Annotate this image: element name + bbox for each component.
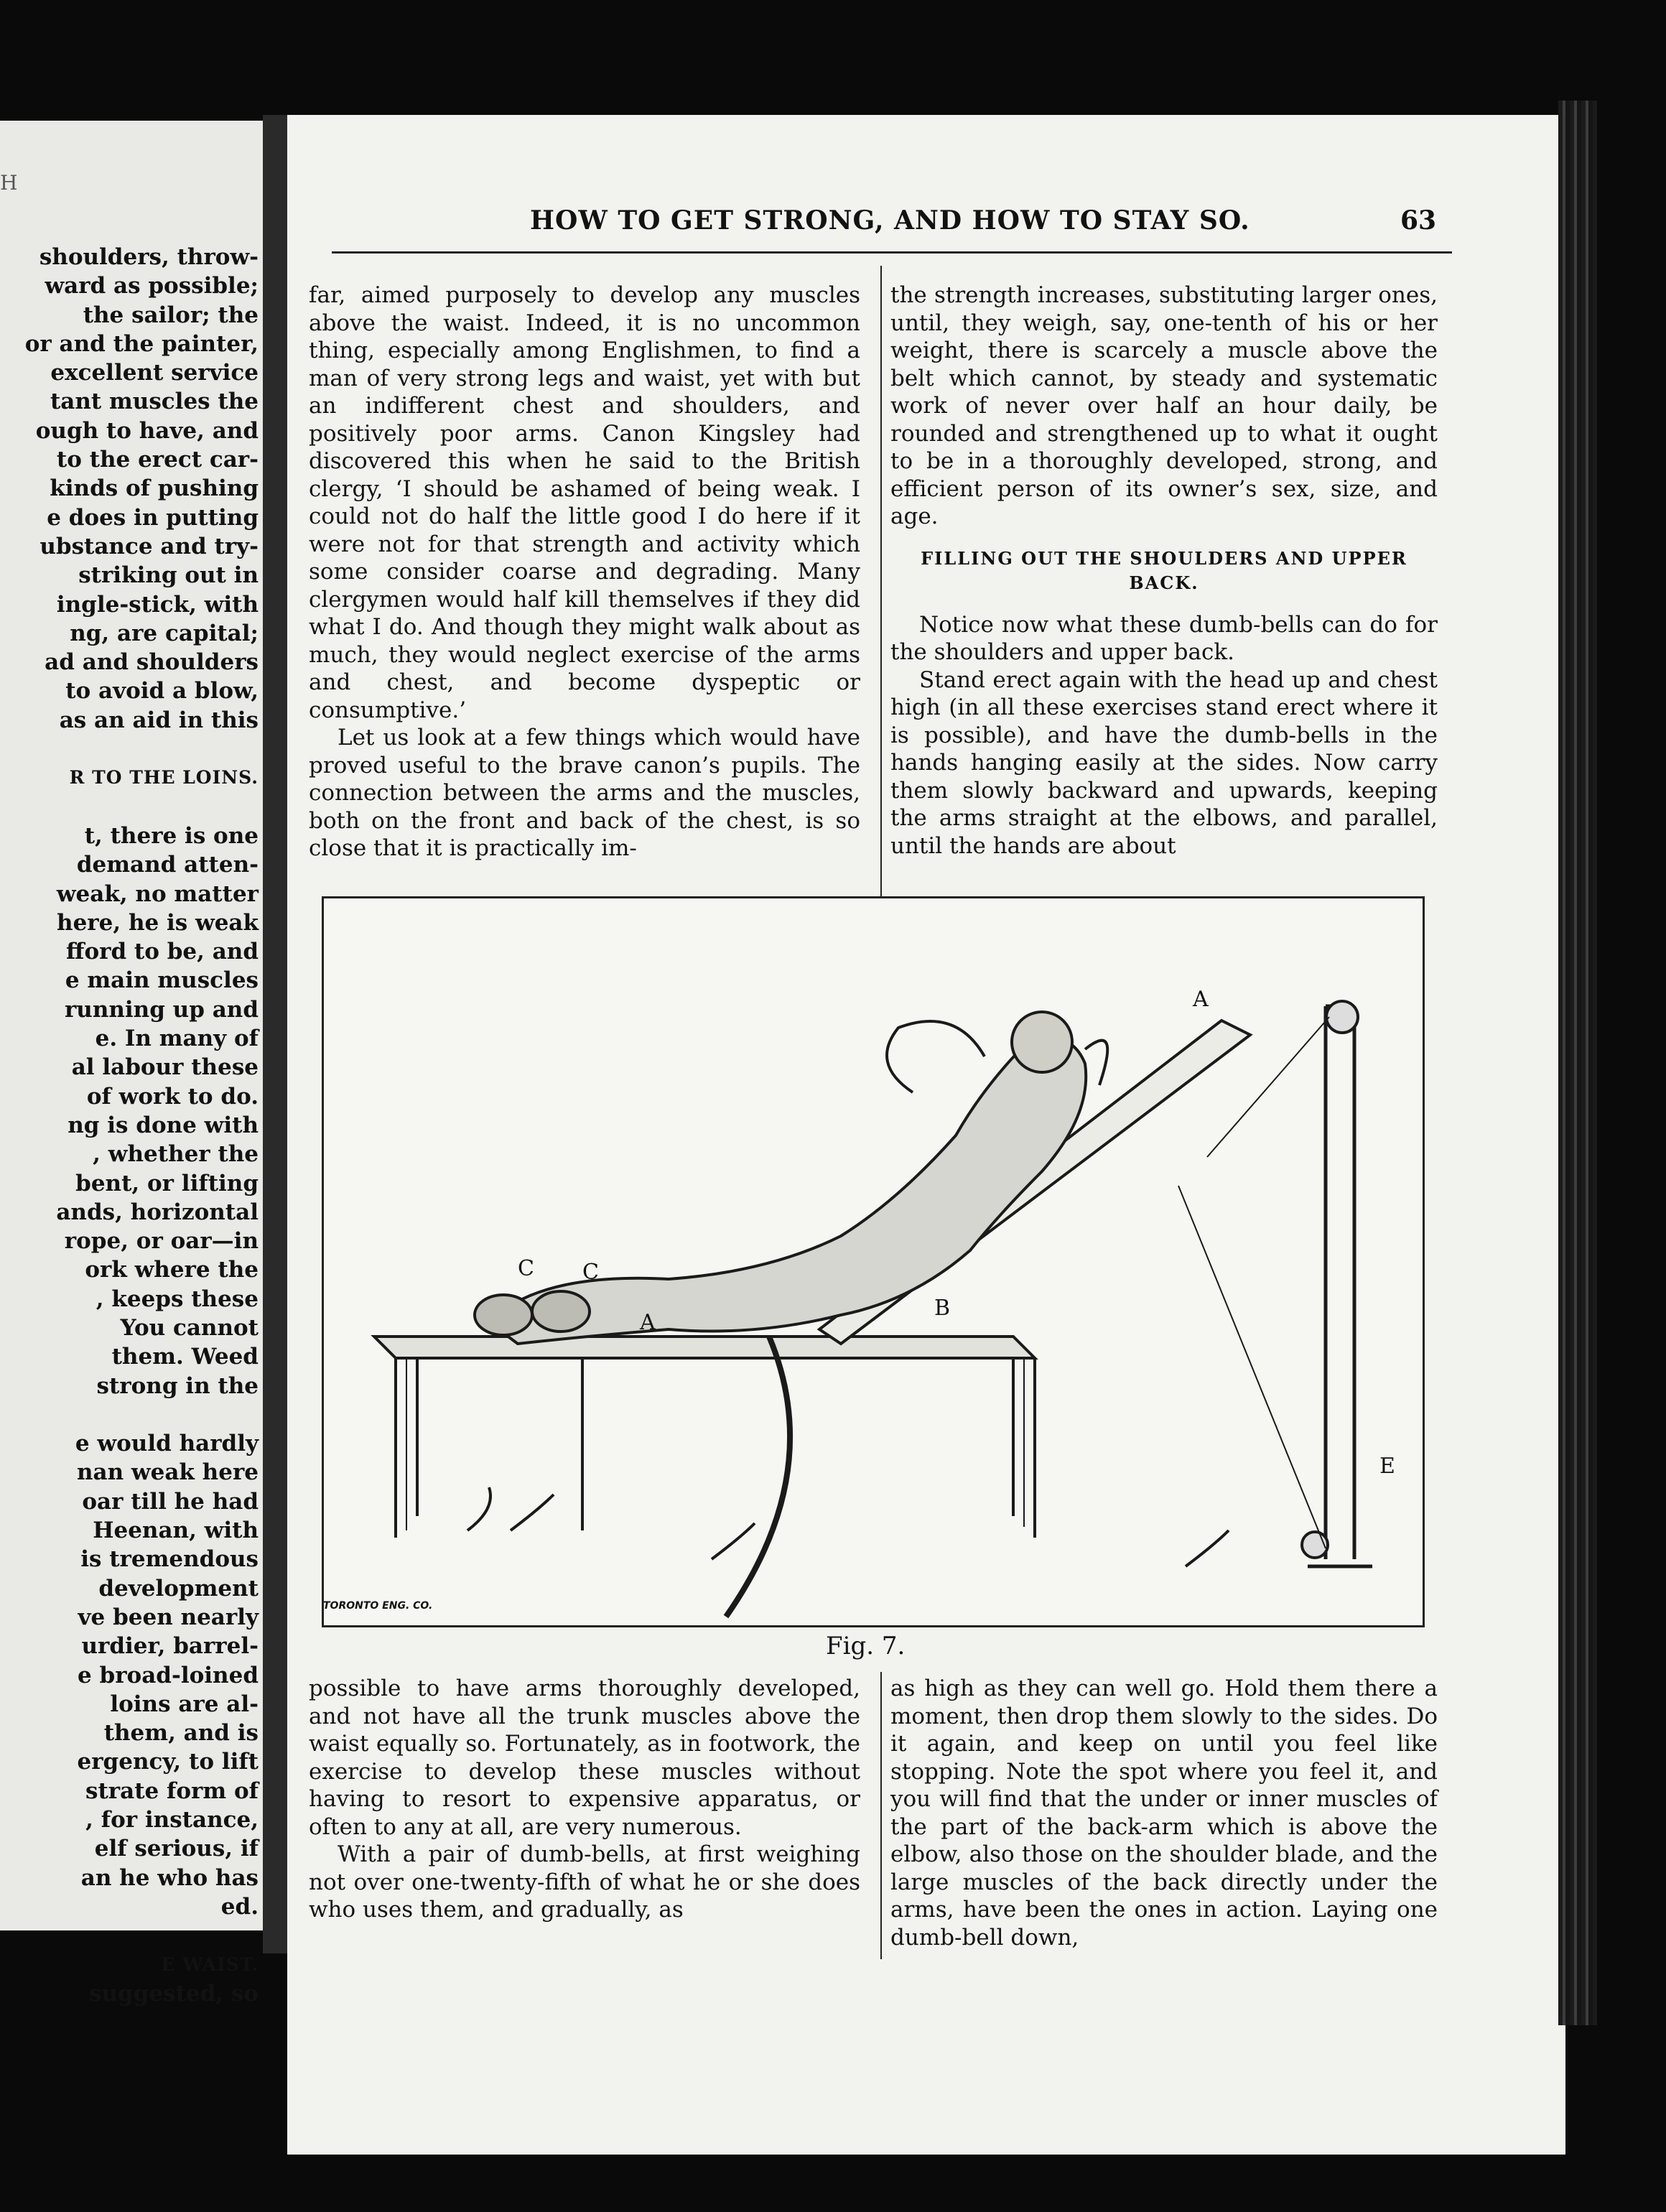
column-bottom-right xyxy=(890,1675,1438,1951)
left-page-line: ands, horizontal xyxy=(56,1199,259,1225)
page-edge-shadow xyxy=(1558,101,1597,2025)
left-page-line: them. Weed xyxy=(111,1344,259,1370)
engraver-credit: TORONTO ENG. CO. xyxy=(323,1600,433,1612)
left-page-fragment xyxy=(0,121,263,2007)
left-page-line: e. In many of xyxy=(95,1026,259,1052)
left-page-corner-mark: H xyxy=(0,171,18,195)
left-page-line: an he who has xyxy=(80,1864,259,1891)
figure-label-e: E xyxy=(1379,1454,1395,1479)
left-page-line: ed. xyxy=(220,1893,259,1920)
left-page-line: ward as possible; xyxy=(45,273,259,299)
paragraph: far, aimed purposely to develop any muscles above the waist. Indeed, it is no uncommon thing, especially among Englishmen, to find a man of very strong legs and waist, yet with but an indifferent chest and shoulders, and positively poor arms. Canon Kingsley had discovered this when he said to the British clergy, ‘I should be ashamed of being weak. I could not do half the little good I do here if it were not for that strength and activity which some consider coarse and degrading. Many clergymen would half kill themselves if they did what I do. And though they might walk about as much, they would neglect exercise of the arms and chest, and become dyspeptic or consumptive.’ xyxy=(309,282,860,723)
left-page-line: fford to be, and xyxy=(66,939,259,965)
header-rule xyxy=(332,251,1452,254)
left-page-line xyxy=(0,793,259,822)
left-page-line: them, and is xyxy=(103,1720,259,1747)
paragraph: the strength increases, substituting larger ones, until, they weigh, say, one-tenth of his or her weight, there is scarcely a muscle above the belt which cannot, by steady and systematic work of never over half an hour daily, be rounded and strengthened up to what it ought to be in a thoroughly developed, strong, and efficient person of its owner’s sex, size, and age. xyxy=(890,282,1438,529)
paragraph: possible to have arms thoroughly developed, and not have all the trunk muscles above the waist equally so. Fortunately, as in footwork, the exercise to develop these muscles without having to resort to expensive apparatus, or often to any at all, are very numerous. xyxy=(309,1676,860,1840)
left-page-line: to the erect car- xyxy=(56,447,259,473)
left-page-line: weak, no matter xyxy=(56,880,259,907)
paragraph: as high as they can well go. Hold them there a moment, then drop them slowly to the sides. Do it again, and keep on until you feel like stopping. Note the spot where you feel it, and you will find that the under or inner muscles of the part of the back-arm which is above the elbow, also those on the shoulder blade, and the large muscles of the back directly under the arms, have been the ones in action. Laying one dumb-bell down, xyxy=(890,1676,1438,1951)
figure-label-b: B xyxy=(934,1296,951,1321)
left-page-line: , whether the xyxy=(93,1141,259,1168)
left-page-line: is tremendous xyxy=(80,1546,259,1573)
left-page-line: strate form of xyxy=(85,1778,259,1804)
figure-illustration xyxy=(322,896,1425,1627)
left-page-line: e would hardly xyxy=(75,1431,259,1457)
figure-engraving xyxy=(324,898,1423,1625)
left-page-line: loins are al- xyxy=(110,1691,259,1717)
left-page-line: shoulders, throw- xyxy=(39,244,259,270)
left-page-line: oar till he had xyxy=(82,1488,259,1515)
left-page-text-column xyxy=(0,243,259,2008)
left-page-line xyxy=(0,1400,259,1429)
left-page-line: , for instance, xyxy=(85,1807,259,1834)
left-page-line: e does in putting xyxy=(47,504,259,531)
left-page-line: ad and shoulders xyxy=(45,649,259,676)
left-page-line: here, he is weak xyxy=(57,909,259,936)
left-page-line: ng is done with xyxy=(68,1112,259,1138)
left-page-line: e broad-loined xyxy=(78,1662,259,1688)
figure-caption: Fig. 7. xyxy=(826,1632,906,1660)
paragraph: Let us look at a few things which would have proved useful to the brave canon’s pupils. The connection between the arms and the muscles, both on the front and back of the chest, is so close that it is practically im- xyxy=(309,725,860,861)
left-page-line: ubstance and try- xyxy=(39,533,259,559)
paragraph: Notice now what these dumb-bells can do for the shoulders and upper back. xyxy=(890,611,1438,665)
left-page-line: t, there is one xyxy=(84,822,259,849)
left-page-line: ve been nearly xyxy=(78,1604,259,1630)
left-page-line: rope, or oar—in xyxy=(64,1228,259,1255)
left-page-line: e main muscles xyxy=(65,967,259,994)
left-page-line: You cannot xyxy=(120,1314,259,1341)
left-page-line: ork where the xyxy=(85,1257,259,1283)
left-page-line: Heenan, with xyxy=(93,1518,259,1544)
column-bottom-left xyxy=(309,1675,860,1924)
left-page-line: R TO THE LOINS. xyxy=(69,767,259,789)
page-number: 63 xyxy=(1400,205,1437,236)
left-page-line: strong in the xyxy=(96,1372,259,1399)
left-page-line xyxy=(0,1921,259,1950)
left-page-line: al labour these xyxy=(71,1054,259,1081)
left-page-line: or and the painter, xyxy=(24,330,259,357)
left-page-line: to avoid a blow, xyxy=(65,678,259,705)
left-page-line: ergency, to lift xyxy=(77,1749,259,1775)
left-page-line: kinds of pushing xyxy=(50,475,259,502)
left-page-line: of work to do. xyxy=(86,1083,259,1110)
figure-label-c-right: C xyxy=(582,1260,599,1285)
left-page-line: suggested, so xyxy=(89,1980,259,2007)
column-top-right xyxy=(890,282,1438,860)
column-divider-bottom xyxy=(880,1672,882,1959)
left-page-line: ough to have, and xyxy=(35,417,259,444)
column-divider-top xyxy=(880,266,882,926)
left-page-line: striking out in xyxy=(78,562,259,589)
left-page-line: E WAIST. xyxy=(161,1953,259,1975)
left-page-line: nan weak here xyxy=(76,1459,259,1486)
left-page-line: ingle-stick, with xyxy=(56,591,259,618)
left-page-line: bent, or lifting xyxy=(75,1170,259,1196)
left-page-line: running up and xyxy=(64,996,259,1023)
paragraph: Stand erect again with the head up and chest high (in all these exercises stand erect where it is possible), and have the dumb-bells in the hands hanging easily at the sides. Now carry them slowly backward and upwards, keeping the arms straight at the elbows, and parallel, until the hands are about xyxy=(890,666,1438,859)
left-page-line: development xyxy=(98,1575,259,1602)
section-heading: FILLING OUT THE SHOULDERS AND UPPER BACK. xyxy=(921,547,1407,593)
paragraph: With a pair of dumb-bells, at first weighing not over one-twenty-fifth of what he or she does who uses them, and gradually, as xyxy=(309,1841,860,1923)
left-page-line: , keeps these xyxy=(96,1286,259,1312)
left-page-line: ng, are capital; xyxy=(70,620,259,646)
left-page-line: elf serious, if xyxy=(94,1836,259,1862)
column-top-left xyxy=(309,282,860,863)
left-page-line: demand atten- xyxy=(76,852,259,878)
left-page-line xyxy=(0,735,259,763)
figure-label-a-top: A xyxy=(1193,987,1209,1012)
left-page-line: as an aid in this xyxy=(59,707,259,733)
left-page-line: excellent service xyxy=(50,360,259,386)
left-page-line: the sailor; the xyxy=(83,302,259,328)
left-page-line: tant muscles the xyxy=(50,389,259,415)
left-page-line: urdier, barrel- xyxy=(81,1633,259,1660)
running-title: HOW TO GET STRONG, AND HOW TO STAY SO. xyxy=(530,205,1250,236)
figure-label-a-bottom: A xyxy=(640,1310,656,1335)
figure-label-c-left: C xyxy=(518,1256,534,1281)
